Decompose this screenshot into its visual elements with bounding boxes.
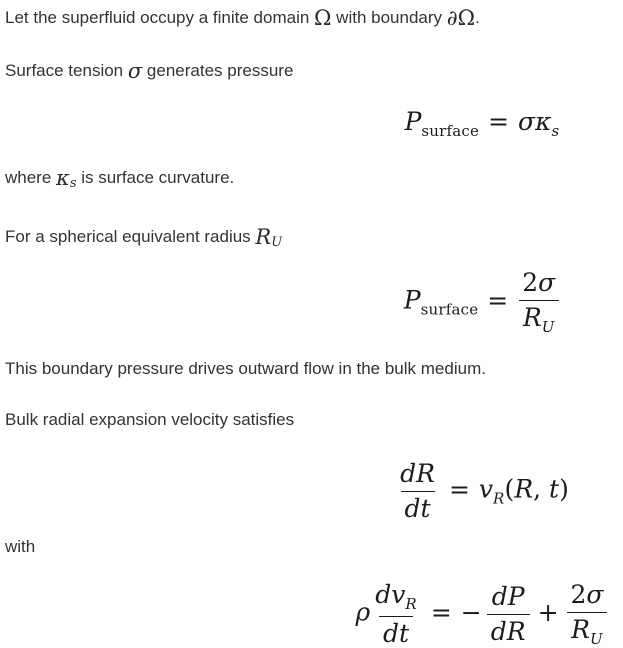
paragraph-boundary-pressure-note bbox=[0, 359, 623, 379]
math-var-R: R bbox=[571, 614, 590, 644]
fraction-denominator bbox=[567, 612, 607, 648]
text-run: . bbox=[475, 8, 480, 27]
fraction-numerator bbox=[371, 581, 421, 616]
paragraph-domain-intro bbox=[0, 8, 623, 29]
equation-momentum-balance bbox=[0, 581, 623, 647]
fraction-denominator: dt bbox=[379, 616, 413, 648]
fraction-numerator bbox=[567, 581, 608, 612]
math-sub-U: U bbox=[541, 317, 555, 336]
math-sub-surface: surface bbox=[420, 300, 479, 319]
plus-sign: + bbox=[537, 597, 559, 627]
fraction-dvR-over-dt bbox=[371, 581, 421, 647]
math-var-dv: dv bbox=[375, 580, 406, 609]
text-run: is surface curvature. bbox=[76, 168, 235, 187]
math-sub-s-inline: s bbox=[69, 176, 77, 191]
fraction-2sigma-over-RU bbox=[518, 269, 559, 335]
math-boundary-omega: ∂Ω bbox=[446, 6, 476, 30]
equation-radius-evolution bbox=[0, 460, 623, 522]
equation-laplace-pressure bbox=[0, 269, 623, 335]
minus-sign: − bbox=[460, 597, 482, 627]
math-sub-s: s bbox=[551, 122, 560, 140]
fraction-dR-over-dt bbox=[396, 460, 439, 522]
fraction-denominator: dR bbox=[487, 614, 530, 646]
math-var-P: P bbox=[404, 107, 422, 136]
math-var-kappa: κ bbox=[535, 107, 552, 136]
paragraph-curvature-note bbox=[0, 168, 623, 190]
math-sub-R: R bbox=[405, 595, 417, 613]
math-kappa-inline: κ bbox=[56, 166, 70, 190]
left-paren: ( bbox=[504, 474, 515, 504]
equals-sign: = bbox=[448, 474, 470, 504]
math-omega: Ω bbox=[314, 6, 332, 30]
text-run: with boundary bbox=[331, 8, 447, 27]
math-sub-U: U bbox=[590, 629, 603, 648]
text-run: Bulk radial expansion velocity satisfies bbox=[5, 410, 295, 429]
fraction-denominator: dt bbox=[401, 491, 435, 523]
paragraph-bulk-velocity-intro bbox=[0, 410, 623, 430]
math-sub-U-inline: U bbox=[271, 235, 283, 250]
paragraph-with bbox=[0, 537, 623, 557]
math-coef-2: 2 bbox=[570, 580, 587, 609]
fraction-dP-over-dR bbox=[487, 583, 530, 645]
math-R-inline: R bbox=[255, 225, 272, 249]
comma: , bbox=[533, 474, 542, 504]
fraction-2sigma-over-RU bbox=[567, 581, 608, 647]
text-run: with bbox=[5, 537, 36, 556]
text-run: generates pressure bbox=[142, 61, 294, 80]
text-run: where bbox=[5, 168, 57, 187]
text-run: Let the superfluid occupy a finite domain bbox=[5, 8, 315, 27]
text-run: Surface tension bbox=[5, 61, 128, 80]
math-sub-surface: surface bbox=[421, 122, 480, 140]
fraction-numerator: dP bbox=[491, 582, 525, 611]
math-var-sigma: σ bbox=[518, 107, 536, 136]
text-run: For a spherical equivalent radius bbox=[5, 227, 256, 246]
math-var-rho: ρ bbox=[355, 597, 371, 627]
math-coef-2: 2 bbox=[522, 268, 539, 297]
paragraph-spherical-radius bbox=[0, 227, 623, 249]
equals-sign: = bbox=[430, 597, 452, 627]
math-var-sigma: σ bbox=[538, 268, 556, 297]
right-paren: ) bbox=[559, 474, 569, 504]
fraction-denominator bbox=[519, 300, 559, 336]
math-var-R: R bbox=[514, 474, 534, 504]
fraction-numerator bbox=[518, 269, 559, 300]
math-var-t: t bbox=[541, 474, 560, 504]
math-sub-R: R bbox=[493, 489, 505, 508]
paragraph-surface-tension bbox=[0, 61, 623, 82]
text-run: This boundary pressure drives outward flow in the bulk medium. bbox=[5, 359, 486, 378]
math-sigma: σ bbox=[127, 59, 143, 83]
equals-sign: = bbox=[488, 107, 510, 136]
math-var-v: v bbox=[478, 474, 494, 504]
math-var-P: P bbox=[403, 285, 421, 315]
math-var-R: R bbox=[522, 302, 542, 332]
fraction-numerator: dR bbox=[400, 459, 435, 488]
math-var-sigma: σ bbox=[586, 580, 604, 609]
equation-surface-pressure bbox=[0, 107, 623, 140]
equals-sign: = bbox=[487, 285, 509, 315]
